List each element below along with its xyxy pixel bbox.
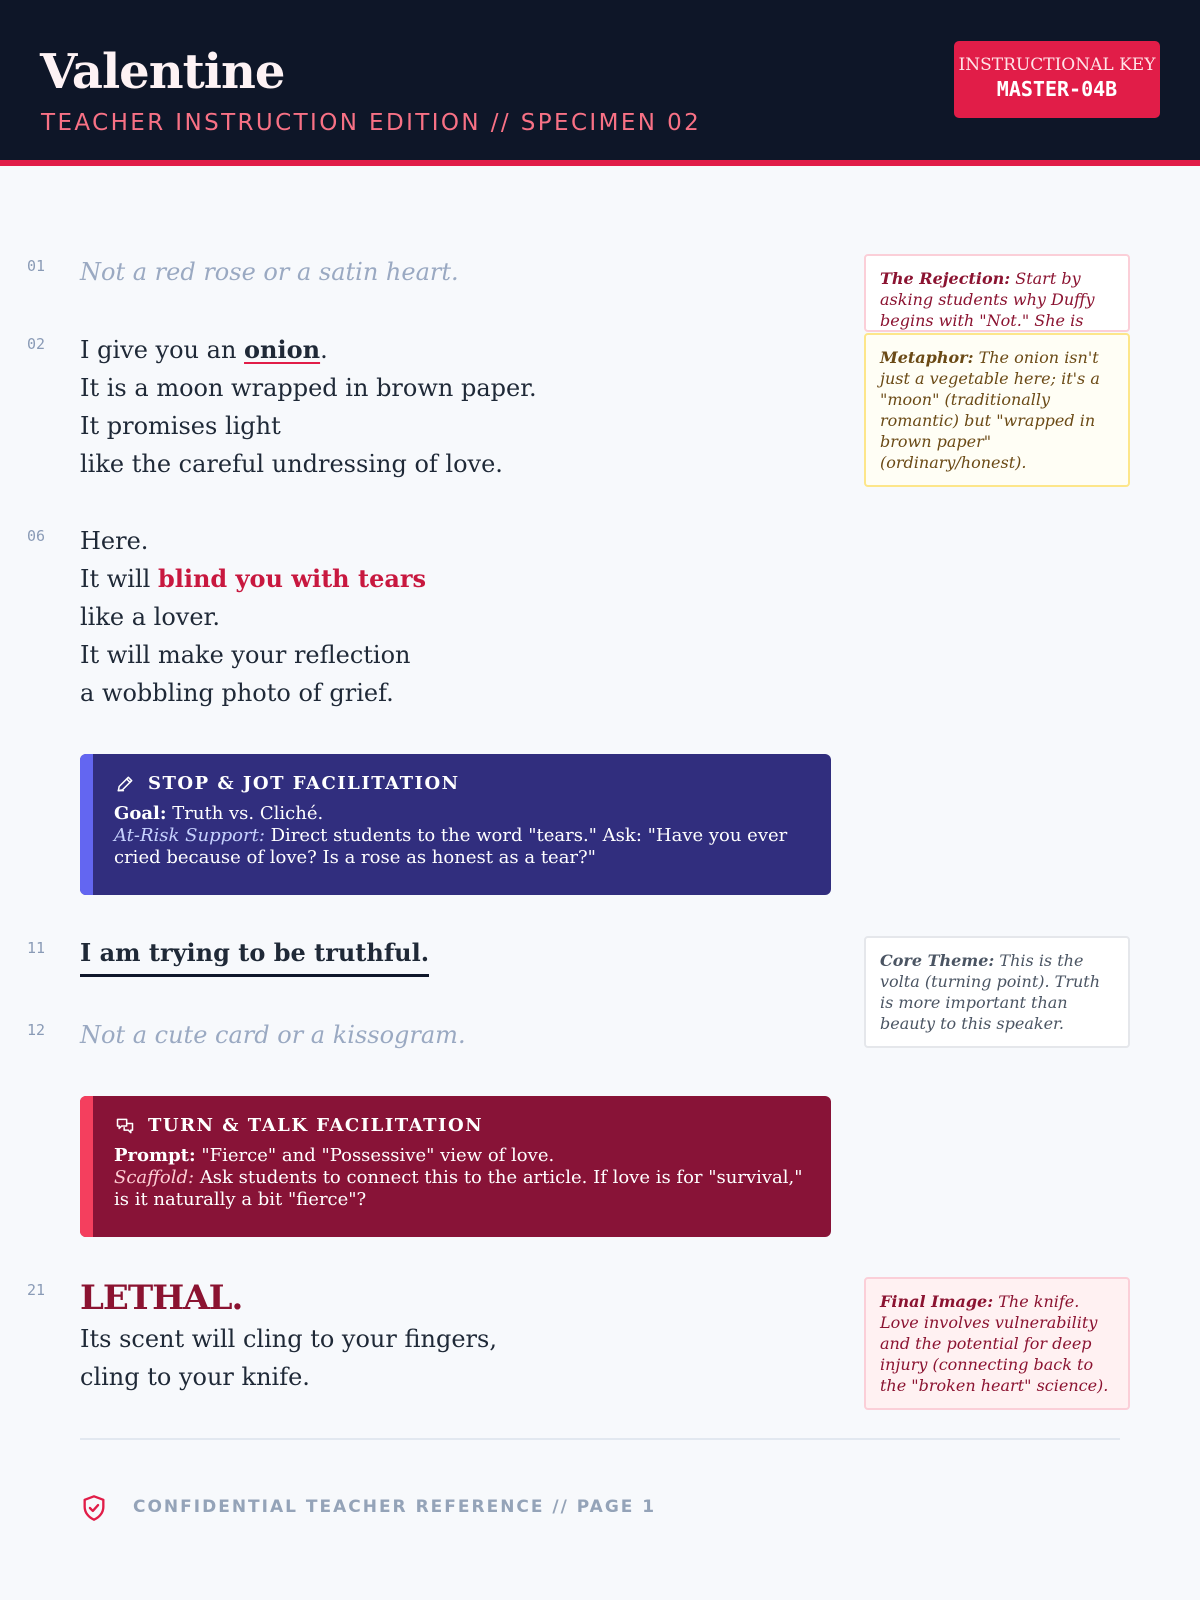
poem-line: Its scent will cling to your fingers,	[80, 1325, 497, 1353]
turn-talk-box	[80, 1096, 831, 1237]
lethal-line: LETHAL.	[80, 1278, 243, 1318]
poem-line: Not a red rose or a satin heart.	[80, 258, 459, 286]
stop-jot-box	[80, 754, 831, 895]
support-label: At-Risk Support:	[114, 825, 265, 846]
goal-text: Truth vs. Cliché.	[172, 803, 324, 824]
prompt-text: "Fierce" and "Possessive" view of love.	[201, 1145, 555, 1166]
turn-talk-heading	[114, 1114, 803, 1138]
note-rejection	[864, 254, 1130, 332]
note-text: Start by asking students why Duffy begins with "Not." She is	[880, 269, 1095, 330]
poem-line: It will make your reflection	[80, 641, 411, 669]
pencil-icon	[114, 774, 136, 794]
prompt-label: Prompt:	[114, 1145, 196, 1166]
key-code: MASTER-04B	[996, 77, 1118, 101]
poem-line: I give you an onion.	[80, 335, 328, 364]
footer-divider	[80, 1438, 1120, 1440]
scaffold-label: Scaffold:	[114, 1167, 195, 1188]
stanza-3	[80, 522, 426, 712]
stanza-1	[80, 253, 459, 291]
footer-text: CONFIDENTIAL TEACHER REFERENCE // PAGE 1	[133, 1497, 657, 1517]
note-label: Metaphor:	[880, 348, 974, 367]
poem-line	[80, 934, 429, 977]
line-number: 01	[27, 257, 46, 275]
line-number: 21	[27, 1281, 46, 1299]
stanza-4	[80, 934, 429, 977]
poem-line: It is a moon wrapped in brown paper.	[80, 374, 537, 402]
note-text: The onion isn't just a vegetable here; it's a "moon" (traditionally romantic) but "wrapped in brown paper" (ordinary/honest).	[880, 348, 1100, 472]
stanza-5	[80, 1016, 466, 1054]
note-text: This is the volta (turning point). Truth is more important than beauty to this speaker.	[880, 951, 1101, 1033]
chat-bubbles-icon	[114, 1116, 136, 1136]
line-number: 02	[27, 335, 46, 353]
note-label: Core Theme:	[880, 951, 995, 970]
poem-line: like a lover.	[80, 603, 221, 631]
goal-label: Goal:	[114, 803, 167, 824]
stanza-2	[80, 331, 537, 483]
poem-line: Not a cute card or a kissogram.	[80, 1021, 466, 1049]
turn-talk-title: TURN & TALK FACILITATION	[148, 1115, 484, 1136]
truthful-line: I am trying to be truthful.	[80, 934, 429, 977]
line-number: 06	[27, 527, 46, 545]
poem-title: Valentine	[40, 44, 285, 100]
poem-line: It will blind you with tears	[80, 564, 427, 593]
note-metaphor	[864, 333, 1130, 487]
support-text: Direct students to the word "tears." Ask: "Have you ever cried because of love? Is a rose as honest as a tear?"	[114, 825, 788, 868]
instructional-key-badge	[954, 41, 1160, 118]
key-label: INSTRUCTIONAL KEY	[958, 55, 1156, 75]
shield-check-icon	[80, 1494, 108, 1522]
stop-jot-heading	[114, 772, 803, 796]
stanza-6	[80, 1276, 497, 1396]
stop-jot-body	[114, 803, 803, 869]
highlight-tears: blind you with tears	[157, 564, 427, 593]
line-number: 12	[27, 1021, 46, 1039]
note-core-theme	[864, 936, 1130, 1048]
note-label: The Rejection:	[880, 269, 1011, 288]
page-header	[0, 0, 1200, 166]
note-text: The knife. Love involves vulnerability and the potential for deep injury (connecting back to the "broken heart" science).	[880, 1292, 1109, 1395]
poem-line: a wobbling photo of grief.	[80, 679, 394, 707]
line-number: 11	[27, 939, 46, 957]
note-label: Final Image:	[880, 1292, 994, 1311]
keyword-onion: onion	[244, 335, 321, 364]
poem-line: Here.	[80, 527, 149, 555]
poem-line: It promises light	[80, 412, 281, 440]
scaffold-text: Ask students to connect this to the article. If love is for "survival," is it naturally a bit "fierce"?	[114, 1167, 803, 1210]
poem-line: cling to your knife.	[80, 1363, 310, 1391]
turn-talk-body	[114, 1145, 803, 1211]
stop-jot-title: STOP & JOT FACILITATION	[148, 773, 460, 794]
edition-subtitle: TEACHER INSTRUCTION EDITION // SPECIMEN 02	[41, 110, 702, 136]
poem-line: like the careful undressing of love.	[80, 450, 503, 478]
note-final-image	[864, 1277, 1130, 1410]
